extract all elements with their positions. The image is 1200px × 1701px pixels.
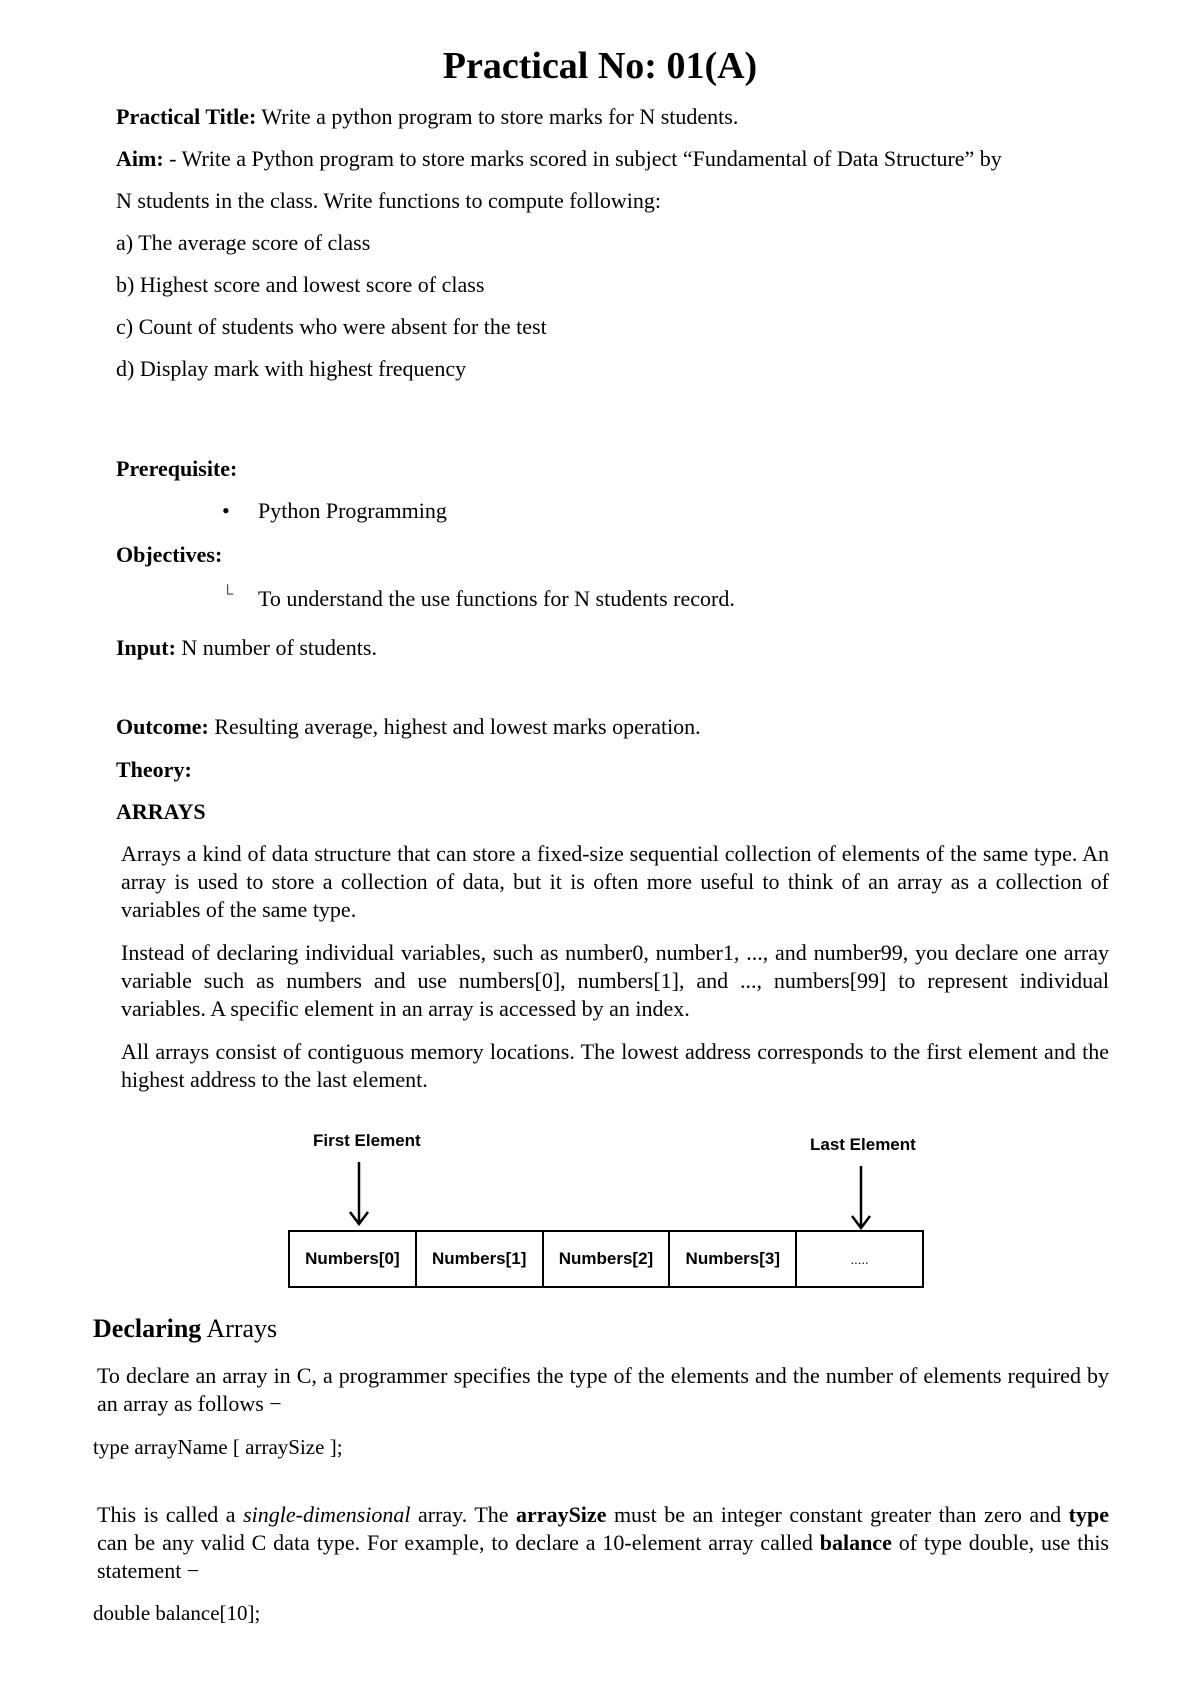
practical-title-label: Practical Title:: [116, 104, 257, 129]
prerequisite-text: Python Programming: [258, 498, 447, 523]
declaring-heading-rest: Arrays: [201, 1314, 278, 1343]
input-line: [116, 635, 377, 661]
bullet-icon: •: [222, 498, 230, 523]
array-cell: Numbers[2]: [544, 1232, 671, 1286]
array-cell: .....: [850, 1251, 869, 1267]
array-cell: Numbers[0]: [290, 1232, 417, 1286]
outcome-text: Resulting average, highest and lowest marks operation.: [208, 714, 701, 739]
down-arrow-icon: [344, 1160, 374, 1230]
arrays-heading: [116, 799, 206, 825]
objectives-text: To understand the use functions for N students record.: [258, 586, 735, 611]
para-bold: balance: [819, 1530, 892, 1555]
objectives-label: Objectives:: [116, 542, 223, 567]
declaring-intro: To declare an array in C, a programmer specifies the type of the elements and the number of elements required by an array as follows −: [97, 1363, 1109, 1416]
objectives-heading: [116, 542, 222, 568]
declaring-heading-bold: Declaring: [93, 1314, 202, 1343]
array-diagram: [280, 1125, 930, 1305]
arrays-label: ARRAYS: [116, 799, 206, 824]
array-cells: [288, 1230, 924, 1288]
input-text: N number of students.: [175, 635, 377, 660]
theory-heading: [116, 757, 192, 783]
task-item: a) The average score of class: [116, 230, 371, 255]
input-label: Input:: [116, 635, 176, 660]
outcome-line: [116, 714, 701, 740]
aim-line-2: N students in the class. Write functions to compute following:: [116, 188, 661, 213]
aim-label: Aim:: [116, 146, 164, 171]
practical-title-line: [116, 104, 738, 130]
first-element-label: First Element: [313, 1131, 421, 1150]
last-element-label: Last Element: [810, 1135, 916, 1154]
prerequisite-label: Prerequisite:: [116, 456, 238, 481]
para-text: must be an integer constant greater than zero and: [606, 1502, 1069, 1527]
declaring-arrays-heading: [93, 1314, 277, 1344]
outcome-label: Outcome:: [116, 714, 209, 739]
task-item: b) Highest score and lowest score of class: [116, 272, 485, 297]
para-text: This is called a: [97, 1502, 244, 1527]
down-arrow-icon: [846, 1164, 876, 1234]
aim-line: [116, 146, 1002, 172]
prerequisite-heading: [116, 456, 237, 482]
example-line: double balance[10];: [93, 1601, 261, 1625]
theory-paragraph: All arrays consist of contiguous memory locations. The lowest address corresponds to the first element and the highest address to the last element.: [121, 1039, 1109, 1092]
task-item: c) Count of students who were absent for the test: [116, 314, 547, 339]
para-bold: type: [1068, 1502, 1109, 1527]
para-text: of type double, use this statement −: [97, 1530, 1109, 1583]
theory-paragraph: Arrays a kind of data structure that can store a fixed-size sequential collection of elements of the same type. An array is used to store a collection of data, but it is often more useful to think of an array as a collection of variables of the same type.: [121, 841, 1109, 922]
para-text: can be any valid C data type. For example, to declare a 10-element array called: [97, 1530, 820, 1555]
practical-title-text: Write a python program to store marks for N students.: [256, 104, 739, 129]
declaring-paragraph: [97, 1501, 1109, 1585]
para-text: array. The: [410, 1502, 517, 1527]
theory-paragraph: Instead of declaring individual variables, such as number0, number1, ..., and number99, you declare one array variable such as numbers and use numbers[0], numbers[1], and ..., numbers[99] to represent individual variables. A specific element in an array is accessed by an index.: [121, 940, 1109, 1021]
para-bold: arraySize: [516, 1502, 607, 1527]
checkbox-bullet-icon: └: [222, 586, 234, 603]
syntax-line: type arrayName [ arraySize ];: [93, 1435, 343, 1459]
task-item: d) Display mark with highest frequency: [116, 356, 467, 381]
para-emphasis: single-dimensional: [243, 1502, 411, 1527]
array-cell: Numbers[1]: [417, 1232, 544, 1286]
page-title: Practical No: 01(A): [442, 45, 758, 87]
aim-text: - Write a Python program to store marks scored in subject “Fundamental of Data Structure” by: [163, 146, 1002, 171]
array-cell: Numbers[3]: [670, 1232, 797, 1286]
theory-label: Theory:: [116, 757, 192, 782]
